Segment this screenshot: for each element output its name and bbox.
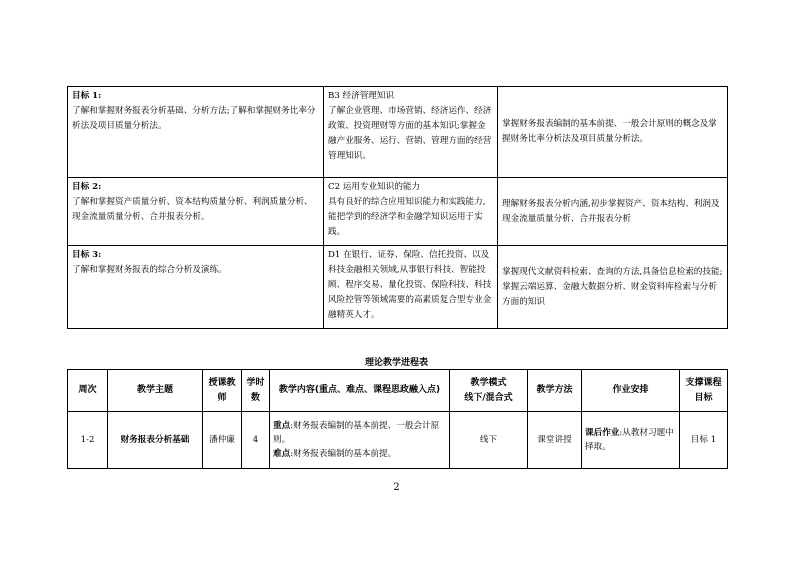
row-teacher: 潘仲廉 <box>203 412 242 469</box>
objective-goal-cell <box>68 178 324 246</box>
schedule-header-row <box>68 370 728 412</box>
header-week: 周次 <box>68 370 108 412</box>
schedule-row <box>68 412 728 469</box>
course-objectives-table <box>67 86 728 329</box>
row-topic: 财务报表分析基础 <box>108 412 203 469</box>
objective-support-text: D1 在银行、证券、保险、信托投资、以及科技金融相关领域,从事银行科技、智能投顾、程序交易、量化投资、保险科技、科技风险控管等领域需要的高素质复合型专业金融精英人才。 <box>328 250 492 320</box>
row-week: 1-2 <box>68 412 108 469</box>
row-hours: 4 <box>242 412 270 469</box>
objective-requirement-cell <box>498 178 728 246</box>
objective-row <box>68 178 728 246</box>
assignment-text: :从教材习题中择取。 <box>585 428 674 452</box>
objective-goal-title: 目标 1: <box>72 91 102 101</box>
objective-row <box>68 87 728 178</box>
objective-requirement-text: 掌握财务报表编制的基本前提、一般会计原则的概念及掌握财务比率分析法及项目质量分析法。 <box>502 119 717 144</box>
header-target: 支撑课程目标 <box>680 370 728 412</box>
schedule-title: 理论教学进程表 <box>364 358 428 368</box>
row-target: 目标 1 <box>680 412 728 469</box>
row-assignment <box>582 412 680 469</box>
header-teacher: 授课教师 <box>203 370 242 412</box>
row-method: 课堂讲授 <box>528 412 582 469</box>
objective-support-cell <box>324 87 498 178</box>
header-mode-line2: 线下/混合式 <box>464 392 513 403</box>
objective-goal-text: 了解和掌握财务报表的综合分析及演练。 <box>72 265 227 275</box>
key-point-label: 重点 <box>273 421 291 431</box>
difficulty-text: :财务报表编制的基本前提。 <box>290 449 397 459</box>
objective-goal-title: 目标 2: <box>72 182 102 192</box>
objective-support-title: C2 运用专业知识的能力 <box>328 182 421 192</box>
row-mode: 线下 <box>450 412 528 469</box>
header-hours: 学时数 <box>242 370 270 412</box>
objective-support-text: 了解企业管理、市场营销、经济运作、经济政策、投资理财等方面的基本知识;掌握金融产业服务、运行、营销、管理方面的经营管理知识。 <box>328 106 492 161</box>
objective-requirement-cell <box>498 246 728 329</box>
objective-goal-cell <box>68 246 324 329</box>
difficulty-label: 难点 <box>273 449 291 459</box>
objective-requirement-text: 掌握现代文献资料检索、查询的方法,具备信息检索的技能;掌握云端运算、金融大数据分析、财金资料库检索与分析方面的知识 <box>502 266 723 307</box>
objective-support-text: 具有良好的综合应用知识能力和实践能力,能把学到的经济学和金融学知识运用于实践。 <box>328 197 486 237</box>
objective-goal-text: 了解和掌握资产质量分析、资本结构质量分析、利润质量分析、现金流量质量分析、合并报表分析。 <box>72 197 313 222</box>
objective-requirement-text: 理解财务报表分析内涵,初步掌握资产、资本结构、利润及现金流量质量分析、合并报表分析 <box>502 198 720 224</box>
theory-schedule-table <box>67 369 728 469</box>
key-point-text: :财务报表编制的基本前提、一般会计原则。 <box>273 421 440 445</box>
header-method: 教学方法 <box>528 370 582 412</box>
assignment-label: 课后作业 <box>585 428 620 438</box>
header-mode-line1: 教学模式 <box>470 377 507 388</box>
objective-goal-cell <box>68 87 324 178</box>
header-topic: 教学主题 <box>108 370 203 412</box>
header-assignment: 作业安排 <box>582 370 680 412</box>
objective-goal-title: 目标 3: <box>72 250 102 260</box>
objective-requirement-cell <box>498 87 728 178</box>
objective-support-title: B3 经济管理知识 <box>328 91 395 101</box>
objective-support-cell <box>324 178 498 246</box>
header-mode <box>450 370 528 412</box>
objective-row <box>68 246 728 329</box>
page-number: 2 <box>393 482 400 493</box>
objective-support-cell <box>324 246 498 329</box>
row-content <box>270 412 450 469</box>
header-content: 教学内容(重点、难点、课程思政融入点) <box>270 370 450 412</box>
objective-goal-text: 了解和掌握财务报表分析基础、分析方法;了解和掌握财务比率分析法及项目质量分析法。 <box>72 106 316 131</box>
